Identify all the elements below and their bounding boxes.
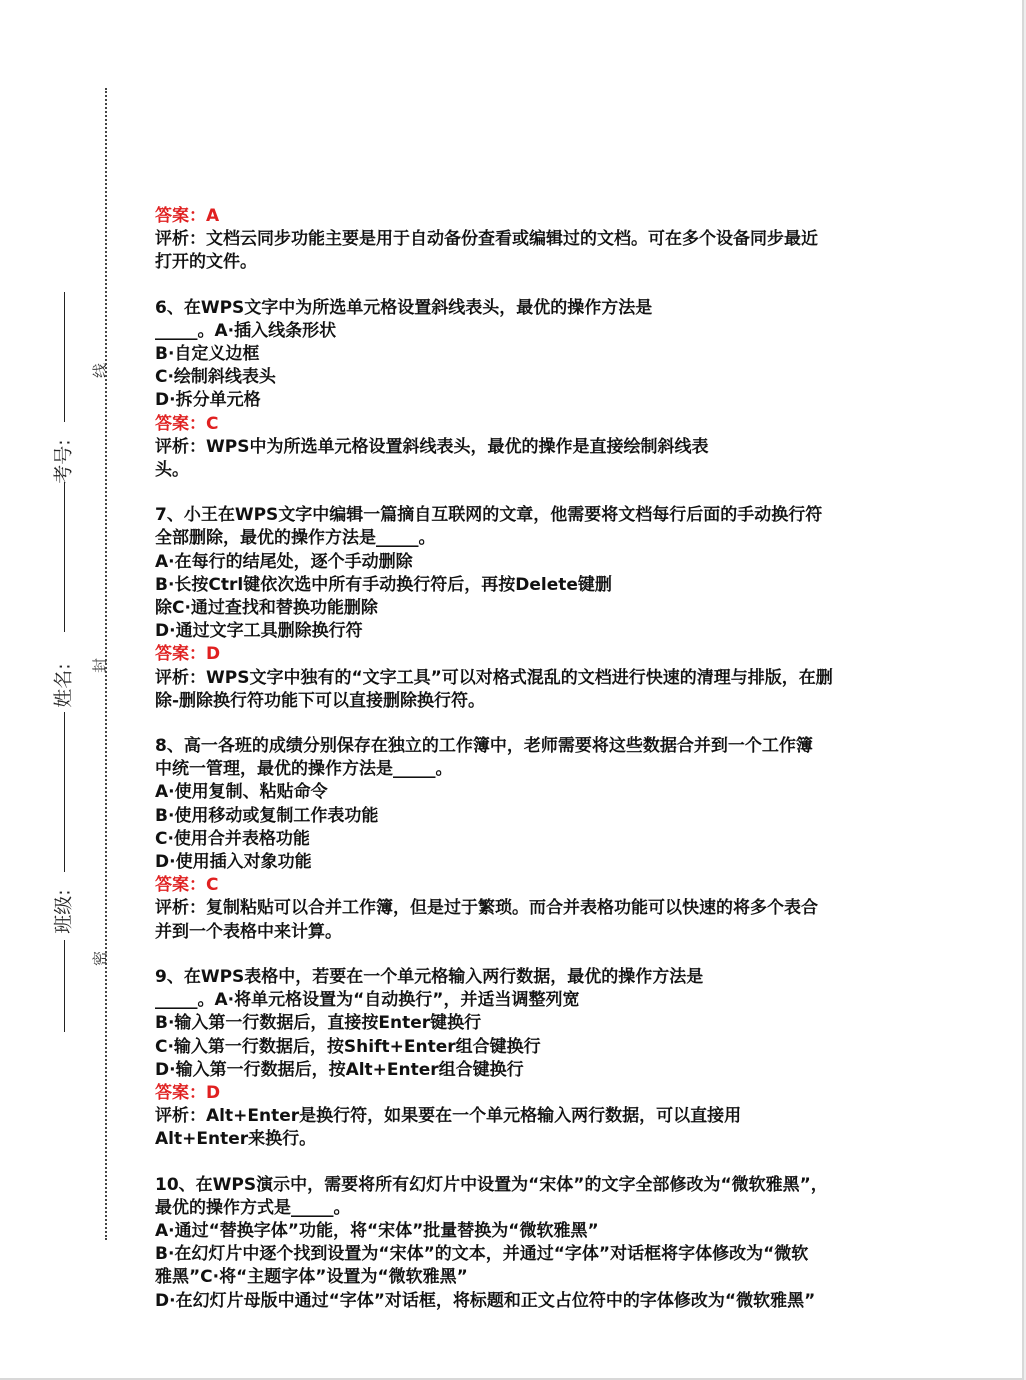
block-spacer <box>155 1152 880 1174</box>
text-line: 评析：文档云同步功能主要是用于自动备份查看或编辑过的文档。可在多个设备同步最近 <box>155 229 818 250</box>
text-line: 雅黑”C·将“主题字体”设置为“微软雅黑” <box>155 1267 468 1288</box>
text-line: 7、小王在WPS文字中编辑一篇摘自互联网的文章，他需要将文档每行后面的手动换行符 <box>155 505 823 526</box>
text-line: B·使用移动或复制工作表功能 <box>155 805 379 826</box>
text-line: A·使用复制、粘贴命令 <box>155 782 328 803</box>
text-line: 评析：WPS文字中独有的“文字工具”可以对格式混乱的文档进行快速的清理与排版，在删 <box>155 667 833 688</box>
class-label: 班级: <box>52 889 75 934</box>
text-line: 除C·通过查找和替换功能删除 <box>155 598 378 619</box>
class-line <box>64 940 65 1032</box>
question-content <box>155 205 880 1313</box>
text-line: 中统一管理，最优的操作方法是_____。 <box>155 759 453 780</box>
text-line: D·输入第一行数据后，按Alt+Enter组合键换行 <box>155 1059 524 1080</box>
seal-word-mi: 密 <box>91 950 110 967</box>
answer-line: 答案：D <box>155 1082 221 1103</box>
text-line: C·输入第一行数据后，按Shift+Enter组合键换行 <box>155 1036 541 1057</box>
exam-number-line <box>64 292 65 422</box>
name-line-upper <box>64 482 65 632</box>
answer-line: 答案：C <box>155 875 219 896</box>
question-block <box>155 966 880 1152</box>
text-line: D·在幻灯片母版中通过“字体”对话框，将标题和正文占位符中的字体修改为“微软雅黑” <box>155 1290 816 1311</box>
answer-line: 答案：D <box>155 644 221 665</box>
answer-line: 答案：A <box>155 206 220 226</box>
text-line: 9、在WPS表格中，若要在一个单元格输入两行数据，最优的操作方法是 <box>155 966 704 987</box>
text-line: _____。A·插入线条形状 <box>155 320 337 341</box>
text-line: 最优的操作方式是_____。 <box>155 1197 351 1218</box>
text-line: B·自定义边框 <box>155 344 260 365</box>
block-spacer <box>155 275 880 297</box>
text-line: 评析：Alt+Enter是换行符，如果要在一个单元格输入两行数据，可以直接用 <box>155 1106 742 1127</box>
question-block <box>155 205 880 275</box>
seal-word-xian: 线 <box>91 362 110 379</box>
text-line: 除-删除换行符功能下可以直接删除换行符。 <box>155 690 486 711</box>
text-line: 打开的文件。 <box>155 252 257 273</box>
name-label: 姓名: <box>52 663 75 708</box>
text-line: 10、在WPS演示中，需要将所有幻灯片中设置为“宋体”的文字全部修改为“微软雅黑”， <box>155 1174 828 1195</box>
text-line: C·绘制斜线表头 <box>155 367 276 388</box>
text-line: 6、在WPS文字中为所选单元格设置斜线表头，最优的操作方法是 <box>155 297 653 318</box>
text-line: _____。A·将单元格设置为“自动换行”，并适当调整列宽 <box>155 990 580 1011</box>
text-line: C·使用合并表格功能 <box>155 828 310 849</box>
text-line: 8、高一各班的成绩分别保存在独立的工作簿中，老师需要将这些数据合并到一个工作簿 <box>155 736 813 757</box>
block-spacer <box>155 944 880 966</box>
text-line: B·长按Ctrl键依次选中所有手动换行符后，再按Delete键删 <box>155 574 612 595</box>
text-line: A·在每行的结尾处，逐个手动删除 <box>155 551 413 572</box>
text-line: 头。 <box>155 460 189 481</box>
text-line: D·使用插入对象功能 <box>155 852 312 873</box>
seal-word-feng: 封 <box>91 657 110 674</box>
question-block <box>155 1174 880 1313</box>
text-line: D·通过文字工具删除换行符 <box>155 621 363 642</box>
text-line: A·通过“替换字体”功能，将“宋体”批量替换为“微软雅黑” <box>155 1220 599 1241</box>
question-block <box>155 504 880 713</box>
block-spacer <box>155 482 880 504</box>
text-line: B·输入第一行数据后，直接按Enter键换行 <box>155 1013 482 1034</box>
question-block <box>155 297 880 483</box>
text-line: B·在幻灯片中逐个找到设置为“宋体”的文本，并通过“字体”对话框将字体修改为“微软 <box>155 1244 809 1265</box>
text-line: D·拆分单元格 <box>155 390 261 411</box>
question-block <box>155 735 880 944</box>
text-line: Alt+Enter来换行。 <box>155 1129 317 1150</box>
answer-line: 答案：C <box>155 413 219 434</box>
block-spacer <box>155 713 880 735</box>
text-line: 全部删除，最优的操作方法是_____。 <box>155 528 436 549</box>
text-line: 评析：WPS中为所选单元格设置斜线表头，最优的操作是直接绘制斜线表 <box>155 436 709 457</box>
name-line-lower <box>64 712 65 872</box>
text-line: 并到一个表格中来计算。 <box>155 921 342 942</box>
text-line: 评析：复制粘贴可以合并工作簿，但是过于繁琐。而合并表格功能可以快速的将多个表合 <box>155 898 818 919</box>
exam-number-label: 考号: <box>52 439 75 484</box>
